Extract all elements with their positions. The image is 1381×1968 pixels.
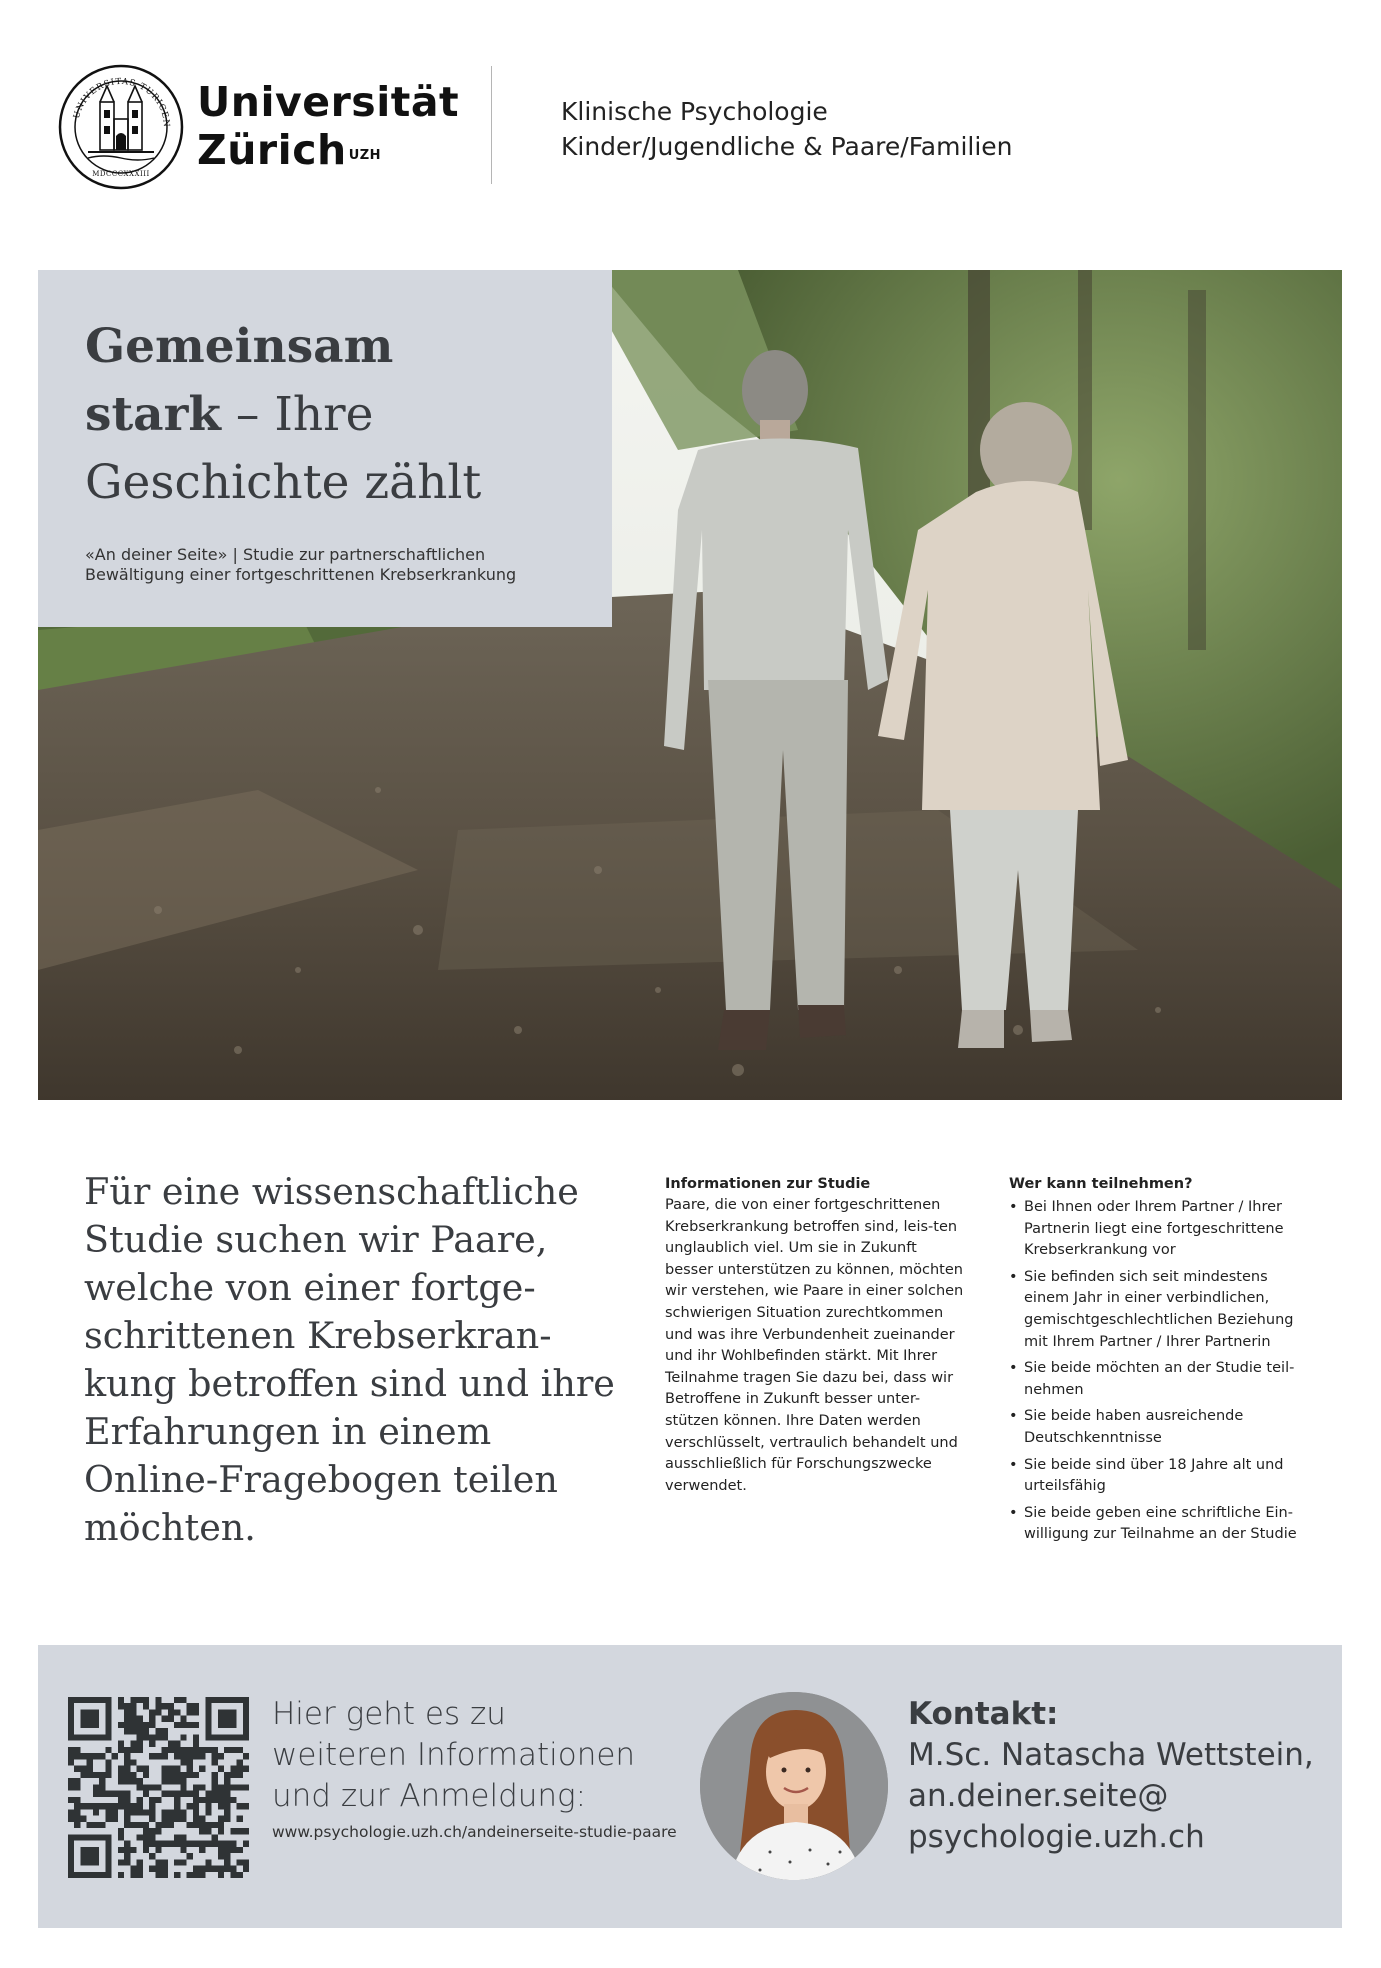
eligibility-column	[1009, 1174, 1299, 1551]
department-line2: Kinder/Jugendliche & Paare/Familien	[561, 132, 1013, 161]
header-divider	[491, 66, 492, 184]
cta-line2: weiteren Informationen	[272, 1737, 636, 1773]
uzh-superscript: UZH	[348, 148, 382, 163]
intro-text: Für eine wissenschaftliche Studie suchen wir Paare, welche von einer fortge-schrittenen Krebserkran-kung betroffen sind und ihre Erfahrungen in einem Online-Fragebogen teilen möchten.	[84, 1170, 615, 1549]
eligibility-item: • Sie beide haben ausreichende Deutschkenntnisse	[1009, 1406, 1299, 1449]
study-website-link[interactable]: www.psychologie.uzh.ch/andeinerseite-studie-paare	[272, 1823, 677, 1841]
study-info-column	[665, 1174, 965, 1497]
eligibility-item: • Sie befinden sich seit mindestens einem Jahr in einer verbindlichen, gemischtgeschlechtlichen Beziehung mit Ihrem Partner / Ihrer Partnerin	[1009, 1267, 1299, 1353]
eligibility-item: • Sie beide geben eine schriftliche Ein-willigung zur Teilnahme an der Studie	[1009, 1503, 1299, 1546]
eligibility-item: • Sie beide sind über 18 Jahre alt und urteilsfähig	[1009, 1455, 1299, 1498]
cta-line1: Hier geht es zu	[272, 1696, 506, 1732]
eligibility-item: • Sie beide möchten an der Studie teil-nehmen	[1009, 1358, 1299, 1401]
hero-subtitle: «An deiner Seite» | Studie zur partnerschaftlichen Bewältigung einer fortgeschrittenen Krebserkrankung	[85, 545, 517, 584]
hero-title-bold2: stark	[85, 387, 221, 442]
contact-block	[908, 1694, 1314, 1858]
qr-code-icon[interactable]	[68, 1697, 249, 1878]
eligibility-item: • Bei Ihnen oder Ihrem Partner / Ihrer Partnerin liegt eine fortgeschrittene Krebserkrankung vor	[1009, 1197, 1299, 1262]
contact-name: M.Sc. Natascha Wettstein,	[908, 1737, 1314, 1773]
university-wordmark	[197, 78, 459, 174]
contact-title: Kontakt:	[908, 1696, 1059, 1732]
svg-text:MDCCCXXXIII: MDCCCXXXIII	[92, 170, 150, 178]
eligibility-heading: Wer kann teilnehmen?	[1009, 1176, 1193, 1192]
contact-avatar	[700, 1692, 888, 1880]
svg-text:UNIVERSITAS TURICENSIS: UNIVERSITAS TURICEN	[71, 76, 172, 129]
cta-line3: und zur Anmeldung:	[272, 1778, 587, 1814]
contact-email-line2[interactable]: psychologie.uzh.ch	[908, 1819, 1205, 1855]
department-line1: Klinische Psychologie	[561, 97, 828, 126]
study-info-heading: Informationen zur Studie	[665, 1176, 871, 1192]
hero-title-line1: Gemeinsam	[85, 319, 394, 374]
department-name	[561, 94, 1013, 164]
hero-title	[85, 313, 612, 517]
hero-title-line3: Geschichte zählt	[85, 455, 482, 510]
hero-title-rest: – Ihre	[220, 387, 374, 442]
registration-call-to-action	[272, 1694, 692, 1817]
hero-title-line2	[85, 387, 373, 442]
eligibility-list	[1009, 1197, 1299, 1546]
contact-email-line1[interactable]: an.deiner.seite@	[908, 1778, 1169, 1814]
university-name-line2: Zürich $^{UZH}$	[197, 126, 382, 174]
university-name-line1: Universität	[197, 78, 460, 126]
hero-title-box	[38, 270, 612, 627]
study-info-body: Paare, die von einer fortgeschrittenen Krebserkrankung betroffen sind, leis-ten unglaublich viel. Um sie in Zukunft besser unterstützen zu können, möchten wir verstehen, wie Paare in einer solchen schwierigen Situation zurechtkommen und was ihre Verbundenheit zueinander und ihr Wohlbefinden stärkt. Mit Ihrer Teilnahme tragen Sie dazu bei, dass wir Betroffene in Zukunft besser unter-stützen können. Ihre Daten werden verschlüsselt, vertraulich behandelt und ausschließlich für Forschungszwecke verwendet.	[665, 1197, 964, 1494]
uzh-seal-logo	[58, 64, 184, 190]
